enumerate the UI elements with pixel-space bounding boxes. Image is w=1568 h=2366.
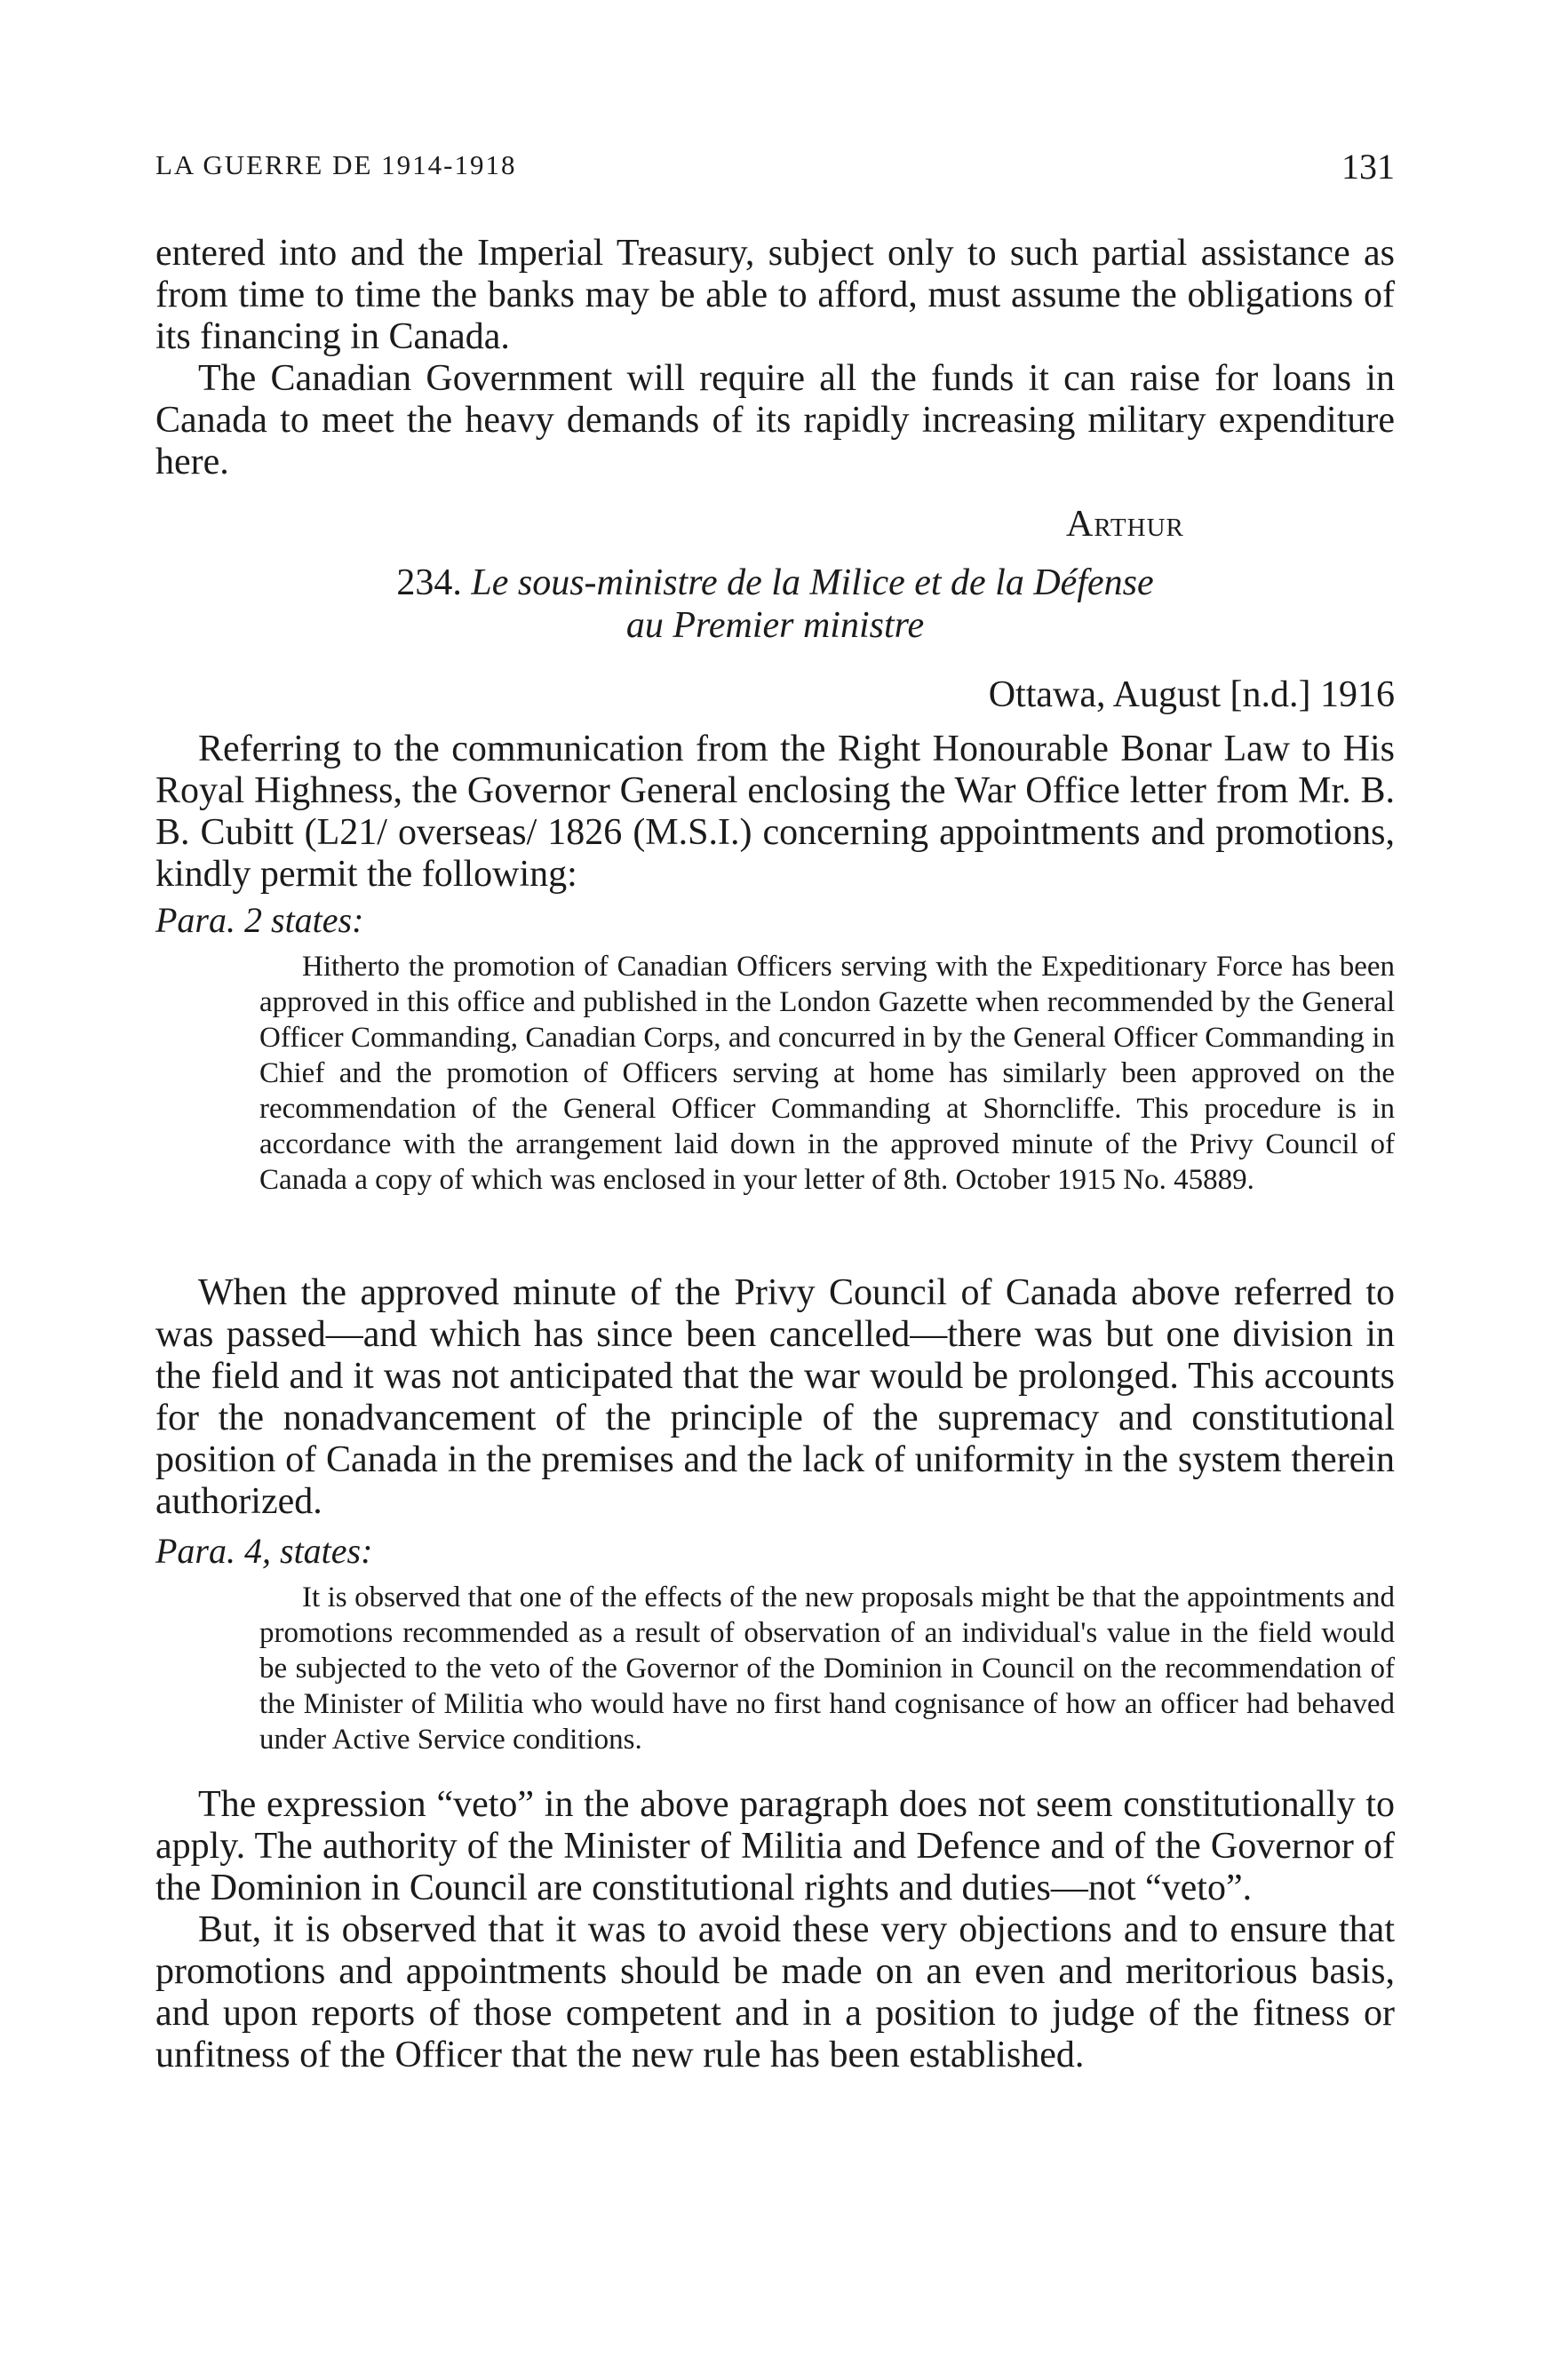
- body-paragraph-1-block: [155, 729, 1395, 896]
- para-2-label: Para. 2 states:: [155, 900, 364, 940]
- document-title-text: Le sous-ministre de la Milice et de la Défense: [471, 562, 1154, 603]
- page-number: 131: [1341, 147, 1395, 187]
- quote-2: It is observed that one of the effects of the new proposals might be that the appointments and promotions recommended as a result of observation of an individual's value in the field would be subjected to the veto of the Governor of the Dominion in Council on the recommendation of the Minister of Militia who would have no first hand cognisance of how an officer had behaved under Active Service conditions.: [259, 1581, 1395, 1756]
- body-paragraph-1: Referring to the communication from the Right Honourable Bonar Law to His Royal Highness, the Governor General enclosing the War Office letter from Mr. B. B. Cubitt (L21/ overseas/ 1826 (M.S.I.) concerning appointments and promotions, kindly permit the following:: [155, 729, 1395, 895]
- quote-block-1: [259, 949, 1395, 1198]
- document-title-line-2: au Premier ministre: [625, 605, 925, 646]
- body-paragraph-2: When the approved minute of the Privy Council of Canada above referred to was passed—and which has since been cancelled—there was but one division in the field and it was not anticipated that the war would be prolonged. This accounts for the nonadvancement of the principle of the supremacy and constitutional position of Canada in the premises and the lack of uniformity in the system therein authorized.: [155, 1272, 1395, 1522]
- quote-block-2: [259, 1580, 1395, 1757]
- para-4-label: Para. 4, states:: [155, 1531, 373, 1571]
- quote-1: Hitherto the promotion of Canadian Officers serving with the Expeditionary Force has been approved in this office and published in the London Gazette when recommended by the General Officer Commanding, Canadian Corps, and concurred in by the General Officer Commanding in Chief and the promotion of Officers serving at home has similarly been approved on the recommendation of the General Officer Commanding at Shorncliffe. This procedure is in accordance with the arrangement laid down in the approved minute of the Privy Council of Canada a copy of which was enclosed in your letter of 8th. October 1915 No. 45889.: [259, 951, 1395, 1196]
- running-head: [155, 149, 1395, 194]
- body-paragraph-2-block: [155, 1272, 1395, 1523]
- opening-paragraph-2: The Canadian Government will require all the funds it can raise for loans in Canada to meet the heavy demands of its rapidly increasing military expenditure here.: [155, 358, 1395, 482]
- running-head-title: LA GUERRE DE 1914-1918: [155, 149, 517, 180]
- signature-arthur: Arthur: [1066, 504, 1184, 545]
- dateline: Ottawa, August [n.d.] 1916: [988, 674, 1395, 715]
- opening-paragraph-1: entered into and the Imperial Treasury, subject only to such partial assistance as from time to time the banks may be able to afford, must assume the obligations of its financing in Canada.: [155, 233, 1395, 357]
- opening-text: [155, 233, 1395, 483]
- body-paragraph-3: The expression “veto” in the above paragraph does not seem constitutionally to apply. The authority of the Minister of Militia and Defence and of the Governor of the Dominion in Council are constitutional rights and duties—not “veto”.: [155, 1784, 1395, 1908]
- closing-text: [155, 1784, 1395, 2076]
- document-title-line-1: [155, 562, 1395, 604]
- body-paragraph-4: But, it is observed that it was to avoid these very objections and to ensure that promotions and appointments should be made on an even and meritorious basis, and upon reports of those competent and in a position to judge of the fitness or unfitness of the Officer that the new rule has been established.: [155, 1909, 1395, 2075]
- document-heading: [155, 562, 1395, 647]
- document-number: 234.: [396, 562, 462, 603]
